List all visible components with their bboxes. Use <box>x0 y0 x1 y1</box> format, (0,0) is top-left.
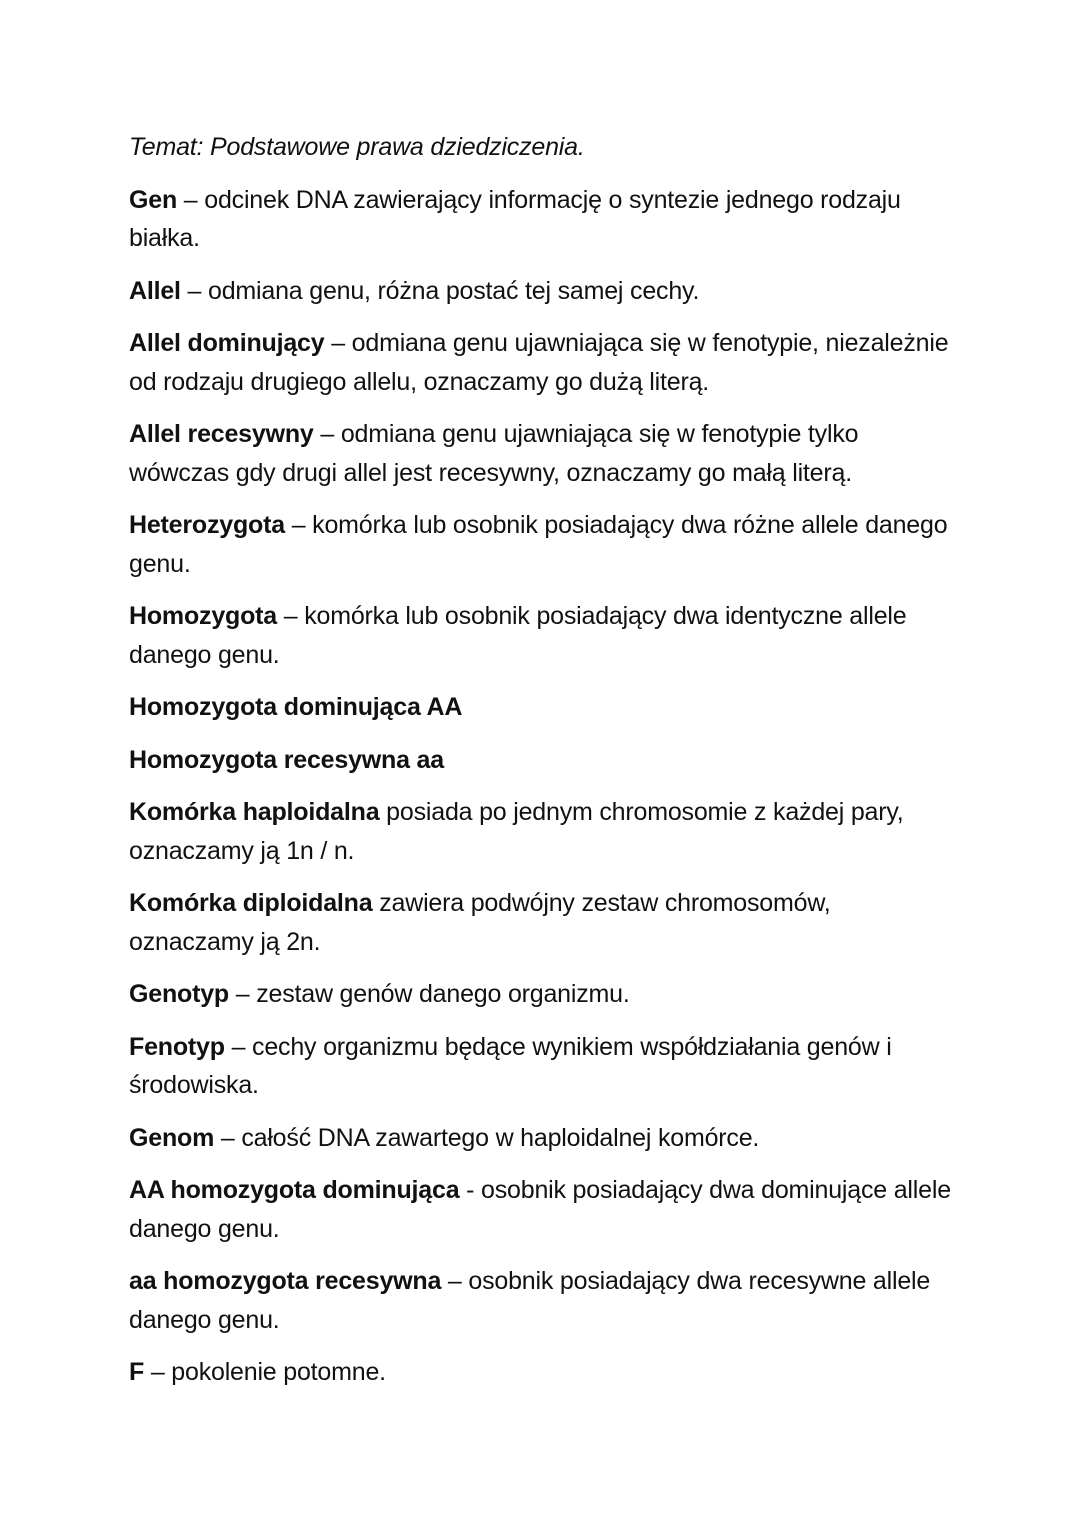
definition-homozygota <box>129 597 959 674</box>
separator: – <box>313 420 341 448</box>
definition-komorka-haploidalna <box>129 793 959 870</box>
definition-text: osobnik posiadający dwa recesywne allele danego genu. <box>129 1267 931 1334</box>
definition-text: osobnik posiadający dwa dominujące allele danego genu. <box>129 1176 951 1243</box>
term: Komórka haploidalna <box>129 798 380 826</box>
separator: – <box>144 1358 172 1386</box>
separator: – <box>441 1267 469 1295</box>
term: Gen <box>129 185 178 214</box>
definition-text: zestaw genów danego organizmu. <box>256 980 630 1008</box>
term: Allel recesywny <box>129 420 314 448</box>
term: Homozygota dominująca AA <box>129 693 463 721</box>
term: Allel <box>129 276 181 305</box>
definition-text: odmiana genu, różna postać tej samej cechy. <box>208 276 700 305</box>
term: AA homozygota dominująca <box>129 1176 460 1204</box>
definition-aa-homozygota-dominujaca <box>129 1171 959 1248</box>
definition-text: zawiera podwójny zestaw chromosomów, oznaczamy ją 2n. <box>129 889 831 956</box>
separator: – <box>229 980 257 1008</box>
separator: – <box>214 1123 242 1152</box>
definition-text: całość DNA zawartego w haploidalnej komórce. <box>241 1123 760 1152</box>
definition-homozygota-dominujaca <box>129 688 959 727</box>
separator: – <box>324 329 352 357</box>
definition-text: komórka lub osobnik posiadający dwa identyczne allele danego genu. <box>129 602 907 669</box>
term: Allel dominujący <box>129 329 325 357</box>
definition-text: odcinek DNA zawierający informację o syntezie jednego rodzaju białka. <box>129 185 901 252</box>
separator: – <box>277 602 305 630</box>
definition-text: odmiana genu ujawniająca się w fenotypie tylko wówczas gdy drugi allel jest recesywny, oznaczamy go małą literą. <box>129 420 859 487</box>
document-title: Temat: Podstawowe prawa dziedziczenia. <box>129 133 585 161</box>
term: F <box>129 1358 145 1386</box>
term: Homozygota <box>129 602 278 630</box>
term: Homozygota recesywna aa <box>129 745 444 774</box>
separator: – <box>224 1032 253 1061</box>
definition-genotyp <box>129 975 959 1014</box>
definition-gen <box>129 181 959 258</box>
definition-text: cechy organizmu będące wynikiem współdziałania genów i środowiska. <box>129 1032 892 1099</box>
separator: – <box>284 511 313 539</box>
definition-genom <box>129 1119 959 1158</box>
definition-allel-recesywny <box>129 415 959 492</box>
definition-fenotyp <box>129 1028 959 1105</box>
document-page <box>129 128 959 1406</box>
term: aa homozygota recesywna <box>129 1267 442 1295</box>
definition-allel <box>129 272 959 311</box>
definition-aa-homozygota-recesywna <box>129 1262 959 1339</box>
term: Fenotyp <box>129 1032 225 1061</box>
definition-text: pokolenie potomne. <box>171 1358 386 1386</box>
term: Genom <box>129 1123 215 1152</box>
definition-text: odmiana genu ujawniająca się w fenotypie, niezależnie od rodzaju drugiego allelu, oznaczamy go dużą literą. <box>129 329 949 396</box>
definition-text: komórka lub osobnik posiadający dwa różne allele danego genu. <box>129 511 948 578</box>
definition-komorka-diploidalna <box>129 884 959 961</box>
separator: – <box>180 276 208 305</box>
definition-heterozygota <box>129 506 959 583</box>
separator: – <box>177 185 205 214</box>
term: Heterozygota <box>129 511 285 539</box>
definition-f <box>129 1353 959 1392</box>
definition-allel-dominujacy <box>129 324 959 401</box>
definition-homozygota-recesywna <box>129 741 959 780</box>
term: Komórka diploidalna <box>129 889 373 917</box>
definition-text: posiada po jednym chromosomie z każdej pary, oznaczamy ją 1n / n. <box>129 798 904 865</box>
term: Genotyp <box>129 980 229 1008</box>
separator: - <box>459 1176 482 1204</box>
